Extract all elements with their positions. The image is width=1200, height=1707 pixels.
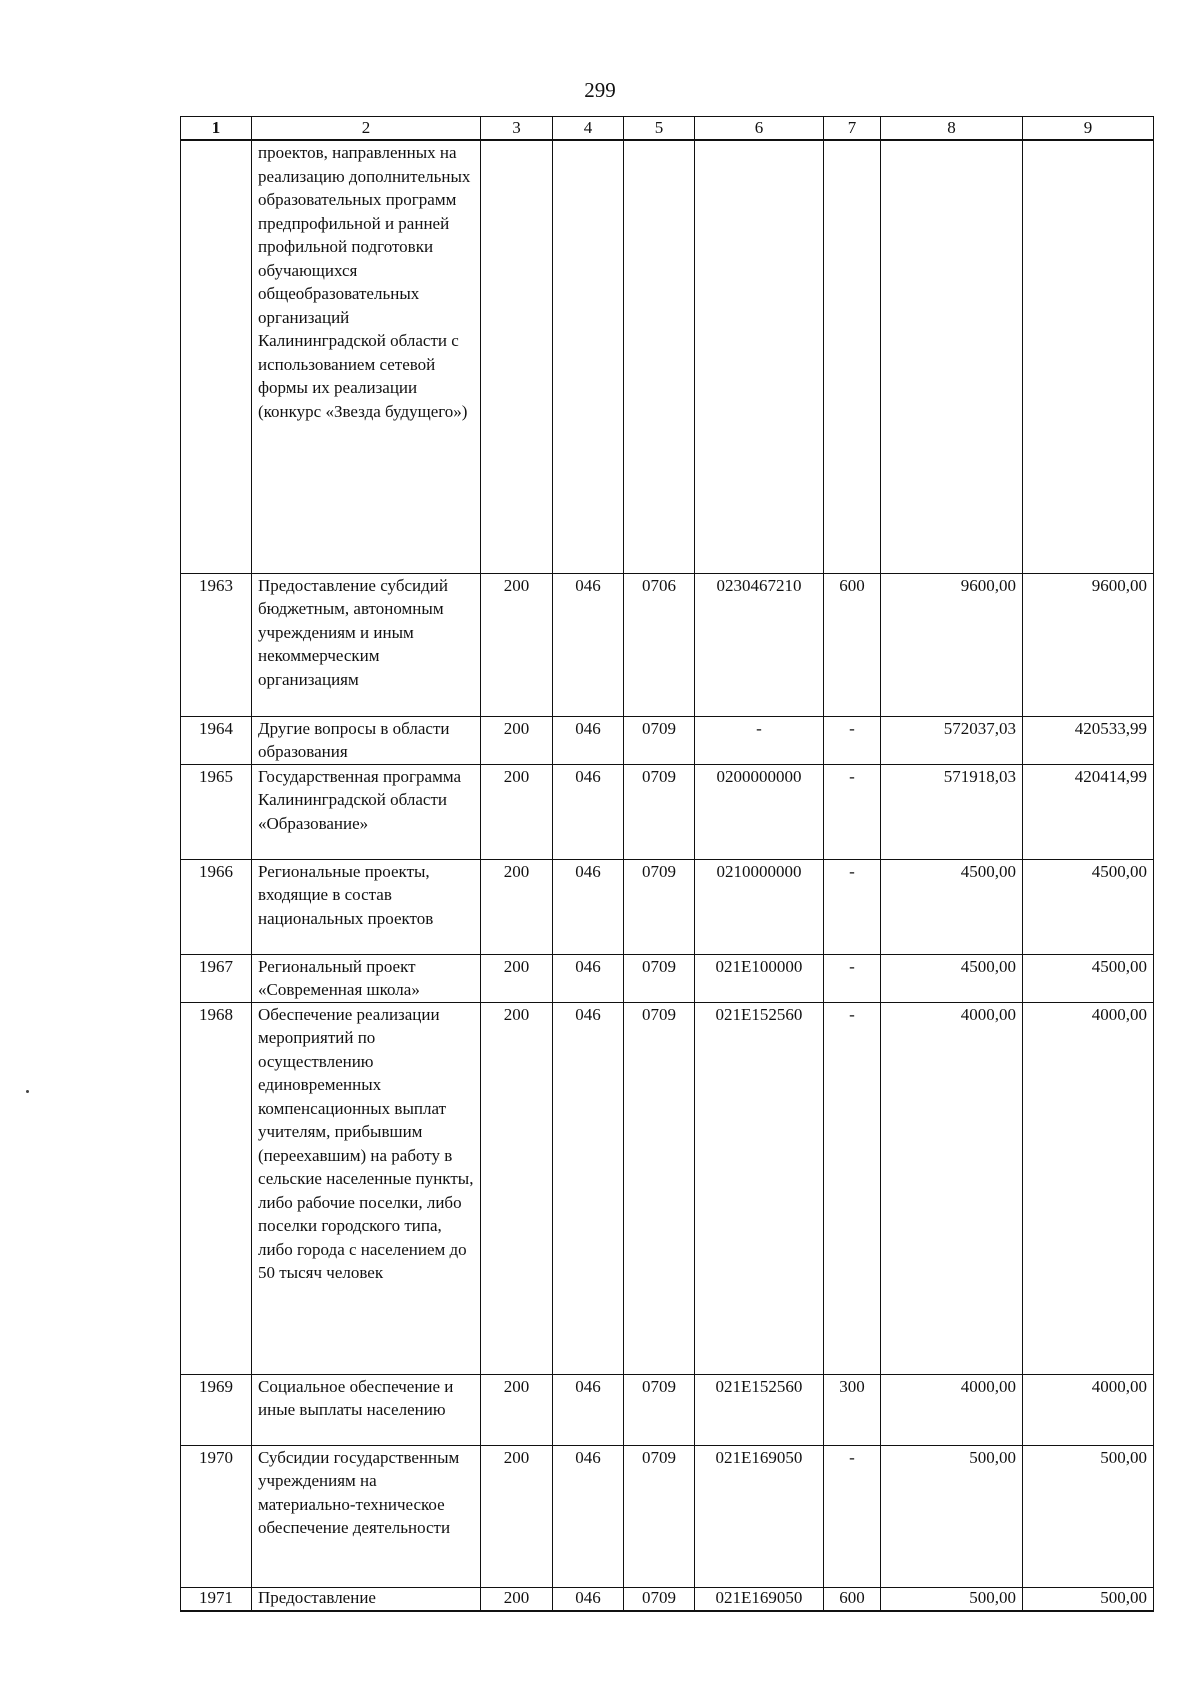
cell-col4: 046 xyxy=(553,859,624,954)
cell-col9: 420533,99 xyxy=(1023,716,1154,764)
column-header: 5 xyxy=(624,117,695,141)
cell-col7: - xyxy=(824,764,881,859)
cell-col9: 500,00 xyxy=(1023,1445,1154,1587)
cell-col7 xyxy=(824,140,881,573)
row-number: 1964 xyxy=(181,716,252,764)
table-row xyxy=(181,1445,1154,1587)
cell-col5: 0709 xyxy=(624,1002,695,1374)
cell-col8: 9600,00 xyxy=(881,573,1023,716)
cell-col3: 200 xyxy=(481,859,553,954)
table-row xyxy=(181,764,1154,859)
row-number: 1966 xyxy=(181,859,252,954)
cell-col6: 021E169050 xyxy=(695,1587,824,1611)
cell-col4: 046 xyxy=(553,1374,624,1445)
cell-col3: 200 xyxy=(481,1374,553,1445)
row-number: 1965 xyxy=(181,764,252,859)
row-number: 1971 xyxy=(181,1587,252,1611)
row-name: Другие вопросы в области образования xyxy=(252,716,481,764)
row-name: Обеспечение реализации мероприятий по осуществлению единовременных компенсационных выплат учителям, прибывшим (переехавшим) на работу в сельские населенные пункты, либо рабочие поселки, либо поселки городского типа, либо города с населением до 50 тысяч человек xyxy=(252,1002,481,1374)
cell-col6: 021E169050 xyxy=(695,1445,824,1587)
cell-col9: 420414,99 xyxy=(1023,764,1154,859)
cell-col4: 046 xyxy=(553,764,624,859)
cell-col6: 021E100000 xyxy=(695,954,824,1002)
table-row xyxy=(181,1374,1154,1445)
cell-col9: 500,00 xyxy=(1023,1587,1154,1611)
column-header: 9 xyxy=(1023,117,1154,141)
cell-col7: - xyxy=(824,954,881,1002)
row-name: Государственная программа Калининградской области «Образование» xyxy=(252,764,481,859)
cell-col8: 4500,00 xyxy=(881,954,1023,1002)
cell-col5 xyxy=(624,140,695,573)
cell-col7: 600 xyxy=(824,1587,881,1611)
cell-col8: 572037,03 xyxy=(881,716,1023,764)
cell-col4: 046 xyxy=(553,1587,624,1611)
cell-col9: 4500,00 xyxy=(1023,954,1154,1002)
column-header: 6 xyxy=(695,117,824,141)
cell-col5: 0709 xyxy=(624,954,695,1002)
table-row xyxy=(181,716,1154,764)
cell-col4: 046 xyxy=(553,716,624,764)
row-number: 1969 xyxy=(181,1374,252,1445)
cell-col8: 4000,00 xyxy=(881,1002,1023,1374)
cell-col6: - xyxy=(695,716,824,764)
table-row xyxy=(181,1002,1154,1374)
cell-col5: 0709 xyxy=(624,1374,695,1445)
cell-col8: 500,00 xyxy=(881,1587,1023,1611)
cell-col6: 021E152560 xyxy=(695,1374,824,1445)
row-name: Предоставление субсидий бюджетным, автономным учреждениям и иным некоммерческим организациям xyxy=(252,573,481,716)
cell-col9: 4500,00 xyxy=(1023,859,1154,954)
cell-col6 xyxy=(695,140,824,573)
row-name: проектов, направленных на реализацию дополнительных образовательных программ предпрофильной и ранней профильной подготовки обучающихся общеобразовательных организаций Калининградской области с использованием сетевой формы их реализации (конкурс «Звезда будущего») xyxy=(252,140,481,573)
column-header: 8 xyxy=(881,117,1023,141)
cell-col7: - xyxy=(824,716,881,764)
table-row xyxy=(181,954,1154,1002)
cell-col8: 4000,00 xyxy=(881,1374,1023,1445)
budget-table xyxy=(180,116,1154,1612)
cell-col6: 021E152560 xyxy=(695,1002,824,1374)
row-name: Социальное обеспечение и иные выплаты населению xyxy=(252,1374,481,1445)
cell-col3: 200 xyxy=(481,716,553,764)
cell-col7: - xyxy=(824,1002,881,1374)
cell-col9 xyxy=(1023,140,1154,573)
table-row xyxy=(181,1587,1154,1611)
row-name: Региональные проекты, входящие в состав национальных проектов xyxy=(252,859,481,954)
cell-col7: 600 xyxy=(824,573,881,716)
cell-col3: 200 xyxy=(481,954,553,1002)
cell-col3: 200 xyxy=(481,1002,553,1374)
cell-col9: 4000,00 xyxy=(1023,1374,1154,1445)
cell-col3: 200 xyxy=(481,1445,553,1587)
column-header: 1 xyxy=(181,117,252,141)
cell-col4: 046 xyxy=(553,954,624,1002)
column-header: 7 xyxy=(824,117,881,141)
cell-col7: 300 xyxy=(824,1374,881,1445)
scan-speck xyxy=(26,1090,29,1093)
cell-col7: - xyxy=(824,859,881,954)
cell-col7: - xyxy=(824,1445,881,1587)
row-name: Предоставление xyxy=(252,1587,481,1611)
cell-col8 xyxy=(881,140,1023,573)
column-number-header-row xyxy=(181,117,1154,141)
cell-col4 xyxy=(553,140,624,573)
column-header: 4 xyxy=(553,117,624,141)
cell-col8: 571918,03 xyxy=(881,764,1023,859)
cell-col5: 0709 xyxy=(624,764,695,859)
column-header: 3 xyxy=(481,117,553,141)
row-number xyxy=(181,140,252,573)
row-name: Субсидии государственным учреждениям на материально-техническое обеспечение деятельности xyxy=(252,1445,481,1587)
cell-col9: 9600,00 xyxy=(1023,573,1154,716)
cell-col9: 4000,00 xyxy=(1023,1002,1154,1374)
cell-col3: 200 xyxy=(481,573,553,716)
row-number: 1967 xyxy=(181,954,252,1002)
cell-col8: 4500,00 xyxy=(881,859,1023,954)
cell-col6: 0200000000 xyxy=(695,764,824,859)
cell-col3 xyxy=(481,140,553,573)
cell-col5: 0709 xyxy=(624,1587,695,1611)
cell-col4: 046 xyxy=(553,1445,624,1587)
cell-col3: 200 xyxy=(481,1587,553,1611)
cell-col3: 200 xyxy=(481,764,553,859)
cell-col5: 0709 xyxy=(624,859,695,954)
table-row xyxy=(181,140,1154,573)
page-number: 299 xyxy=(584,78,616,102)
cell-col5: 0709 xyxy=(624,716,695,764)
cell-col8: 500,00 xyxy=(881,1445,1023,1587)
row-number: 1963 xyxy=(181,573,252,716)
row-number: 1968 xyxy=(181,1002,252,1374)
cell-col6: 0230467210 xyxy=(695,573,824,716)
cell-col6: 0210000000 xyxy=(695,859,824,954)
row-number: 1970 xyxy=(181,1445,252,1587)
cell-col5: 0709 xyxy=(624,1445,695,1587)
table-row xyxy=(181,573,1154,716)
table-row xyxy=(181,859,1154,954)
column-header: 2 xyxy=(252,117,481,141)
cell-col4: 046 xyxy=(553,1002,624,1374)
cell-col4: 046 xyxy=(553,573,624,716)
cell-col5: 0706 xyxy=(624,573,695,716)
row-name: Региональный проект «Современная школа» xyxy=(252,954,481,1002)
